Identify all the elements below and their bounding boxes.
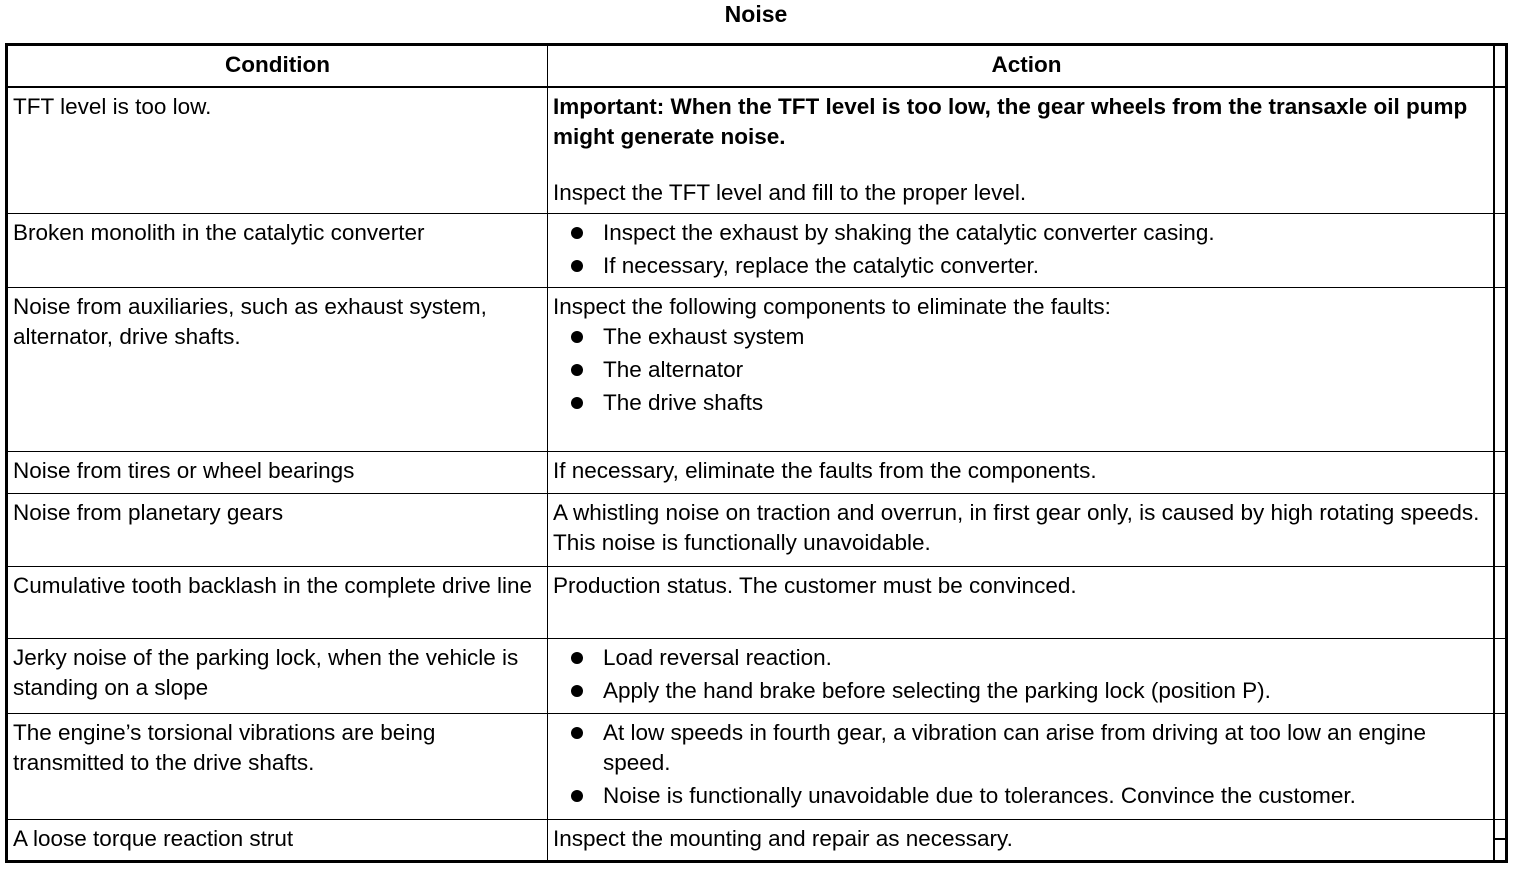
- action-bullet-list: [553, 718, 1491, 811]
- bullet-icon: [571, 397, 583, 409]
- table-row: [7, 451, 1507, 493]
- condition-cell: TFT level is too low.: [7, 87, 548, 213]
- table-row: [7, 819, 1507, 861]
- bullet-text: At low speeds in fourth gear, a vibration can arise from driving at too low an engine speed.: [603, 719, 1426, 775]
- action-cell: [548, 493, 1507, 566]
- condition-cell: The engine’s torsional vibrations are being transmitted to the drive shafts.: [7, 713, 548, 819]
- bullet-text: The alternator: [603, 356, 744, 382]
- action-cell: [548, 213, 1507, 287]
- condition-cell: Noise from planetary gears: [7, 493, 548, 566]
- condition-cell: Cumulative tooth backlash in the complete drive line: [7, 566, 548, 638]
- condition-column-header: Condition: [7, 45, 548, 88]
- bullet-text: The exhaust system: [603, 323, 805, 349]
- condition-cell: Noise from tires or wheel bearings: [7, 451, 548, 493]
- table-row: [7, 493, 1507, 566]
- bullet-icon: [571, 727, 583, 739]
- action-bullet-list: [553, 322, 1491, 418]
- table-row: [7, 638, 1507, 713]
- important-note: Important: When the TFT level is too low, the gear wheels from the transaxle oil pump might generate noise.: [553, 94, 1468, 149]
- action-cell: [548, 566, 1507, 638]
- action-cell: [548, 287, 1507, 451]
- action-text: If necessary, eliminate the faults from the components.: [553, 457, 1097, 483]
- bullet-item: [553, 718, 1491, 778]
- table-row: [7, 87, 1507, 213]
- table-row: [7, 287, 1507, 451]
- action-text: Production status. The customer must be convinced.: [553, 572, 1077, 598]
- bullet-item: [553, 676, 1491, 706]
- table-row: [7, 566, 1507, 638]
- bullet-item: [553, 781, 1491, 811]
- condition-cell: Jerky noise of the parking lock, when the vehicle is standing on a slope: [7, 638, 548, 713]
- bullet-item: [553, 388, 1491, 418]
- bullet-text: Inspect the exhaust by shaking the catalytic converter casing.: [603, 219, 1215, 245]
- condition-cell: A loose torque reaction strut: [7, 819, 548, 861]
- table-row: [7, 213, 1507, 287]
- bullet-icon: [571, 652, 583, 664]
- bullet-text: The drive shafts: [603, 389, 764, 415]
- bullet-icon: [571, 260, 583, 272]
- table-header-row: [7, 45, 1507, 88]
- bullet-icon: [571, 331, 583, 343]
- action-cell: [548, 451, 1507, 493]
- action-text: Inspect the following components to eliminate the faults:: [553, 293, 1111, 319]
- bullet-text: Apply the hand brake before selecting the parking lock (position P).: [603, 677, 1271, 703]
- condition-cell: Noise from auxiliaries, such as exhaust system, alternator, drive shafts.: [7, 287, 548, 451]
- action-cell: [548, 713, 1507, 819]
- bullet-item: [553, 322, 1491, 352]
- action-cell: [548, 819, 1507, 861]
- action-cell: [548, 87, 1507, 213]
- action-text: A whistling noise on traction and overrun, in first gear only, is caused by high rotating speeds. This noise is functionally unavoidable.: [553, 499, 1480, 555]
- action-bullet-list: [553, 218, 1491, 281]
- change-bar-tick: [1494, 838, 1506, 840]
- bullet-item: [553, 355, 1491, 385]
- bullet-text: If necessary, replace the catalytic converter.: [603, 252, 1040, 278]
- action-text: Inspect the mounting and repair as necessary.: [553, 825, 1013, 851]
- action-text: Inspect the TFT level and fill to the proper level.: [553, 180, 1027, 205]
- action-column-header: Action: [548, 45, 1507, 88]
- bullet-item: [553, 643, 1491, 673]
- condition-cell: Broken monolith in the catalytic converter: [7, 213, 548, 287]
- action-bullet-list: [553, 643, 1491, 706]
- bullet-icon: [571, 227, 583, 239]
- bullet-item: [553, 218, 1491, 248]
- table-row: [7, 713, 1507, 819]
- bullet-icon: [571, 364, 583, 376]
- bullet-text: Noise is functionally unavoidable due to tolerances. Convince the customer.: [603, 782, 1356, 808]
- bullet-item: [553, 251, 1491, 281]
- bullet-icon: [571, 790, 583, 802]
- document-title: Noise: [724, 1, 788, 27]
- bullet-text: Load reversal reaction.: [603, 644, 832, 670]
- action-cell: [548, 638, 1507, 713]
- change-bar: [1493, 46, 1495, 861]
- noise-diagnosis-table: [5, 43, 1508, 863]
- bullet-icon: [571, 685, 583, 697]
